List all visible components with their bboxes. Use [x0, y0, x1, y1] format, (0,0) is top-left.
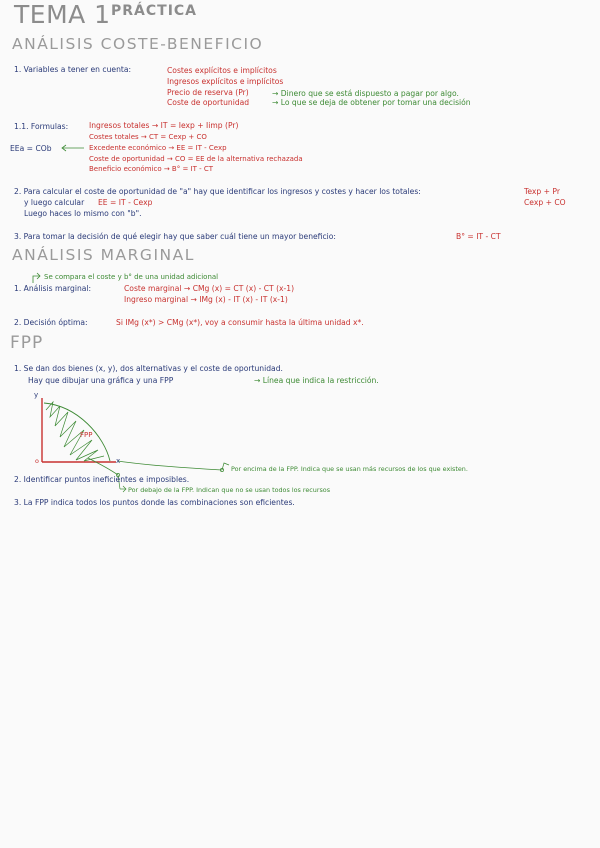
- cb-var-precio-reserva-note: → Dinero que se está dispuesto a pagar por algo.: [272, 89, 459, 98]
- formula-excedente: Excedente económico → EE = IT - Cexp: [89, 144, 227, 152]
- cb-item2-line2b: EE = IT - Cexp: [98, 198, 153, 207]
- fpp-y-label: y: [34, 391, 39, 399]
- marginal-item2-lead: 2. Decisión óptima:: [14, 318, 88, 327]
- fpp-item3: 3. La FPP indica todos los puntos donde las combinaciones son eficientes.: [14, 498, 295, 507]
- cb-var-precio-reserva: Precio de reserva (Pr): [167, 88, 249, 97]
- section-title-coste-beneficio: ANÁLISIS COSTE-BENEFICIO: [12, 35, 264, 53]
- cb-item3-formula: B° = IT - CT: [456, 232, 501, 241]
- cb-item2-line1: 2. Para calcular el coste de oportunidad de "a" hay que identificar los ingresos y costes y hacer los totales:: [14, 187, 421, 196]
- formula-beneficio: Beneficio económico → B° = IT - CT: [89, 165, 214, 173]
- marginal-note: Se compara el coste y b° de una unidad adicional: [44, 273, 219, 281]
- marginal-item1-lead: 1. Análisis marginal:: [14, 284, 92, 293]
- formula-coste-oportunidad: Coste de oportunidad → CO = EE de la alternativa rechazada: [89, 155, 303, 163]
- cb-var-coste-oportunidad-note: → Lo que se deja de obtener por tomar una decisión: [272, 98, 471, 107]
- formula-ingresos-totales: Ingresos totales → IT = Iexp + Iimp (Pr): [89, 121, 239, 130]
- page-subtitle: PRÁCTICA: [111, 3, 198, 19]
- cb-item1-lead: 1. Variables a tener en cuenta:: [14, 65, 132, 74]
- cb-var-costes: Costes explícitos e implícitos: [167, 66, 277, 75]
- cb-var-coste-oportunidad: Coste de oportunidad: [167, 98, 250, 107]
- eea-equation: EEa = COb: [10, 144, 52, 153]
- marginal-item2-rule: Si IMg (x*) > CMg (x*), voy a consumir hasta la última unidad x*.: [116, 318, 364, 327]
- fpp-curve-label: FPP: [80, 431, 93, 439]
- fpp-item1-line1: 1. Se dan dos bienes (x, y), dos alternativas y el coste de oportunidad.: [14, 364, 283, 373]
- marginal-cmg: Coste marginal → CMg (x) = CT (x) - CT (x-1): [124, 284, 295, 293]
- fpp-curve: [44, 403, 110, 461]
- fpp-item1-line2b: → Línea que indica la restricción.: [254, 376, 379, 385]
- section-title-fpp: FPP: [10, 333, 44, 353]
- fpp-x-label: x: [116, 457, 121, 465]
- fpp-item2: 2. Identificar puntos ineficientes e imposibles.: [14, 475, 190, 484]
- marginal-img: Ingreso marginal → IMg (x) - IT (x) - IT (x-1): [124, 295, 288, 304]
- fpp-origin-label: o: [35, 457, 39, 465]
- formula-costes-totales: Costes totales → CT = Cexp + CO: [89, 133, 207, 141]
- cb-item2-line3: Luego haces lo mismo con "b".: [24, 209, 142, 218]
- page-title: TEMA 1: [14, 0, 111, 29]
- cb-var-ingresos: Ingresos explícitos e implícitos: [167, 77, 284, 86]
- cb-item11-lead: 1.1. Formulas:: [14, 122, 69, 131]
- cb-item2-texp: Texp + Pr: [524, 187, 560, 196]
- cb-item2-cexp: Cexp + CO: [524, 198, 566, 207]
- fpp-item1-line2a: Hay que dibujar una gráfica y una FPP: [28, 376, 174, 385]
- cb-item2-line2a: y luego calcular: [24, 198, 85, 207]
- cb-item3-line: 3. Para tomar la decisión de qué elegir hay que saber cuál tiene un mayor beneficio:: [14, 232, 336, 241]
- section-title-marginal: ANÁLISIS MARGINAL: [12, 246, 195, 264]
- fpp-note-above: Por encima de la FPP. Indica que se usan más recursos de los que existen.: [231, 465, 468, 473]
- fpp-note-below: Por debajo de la FPP. Indican que no se usan todos los recursos: [128, 486, 331, 494]
